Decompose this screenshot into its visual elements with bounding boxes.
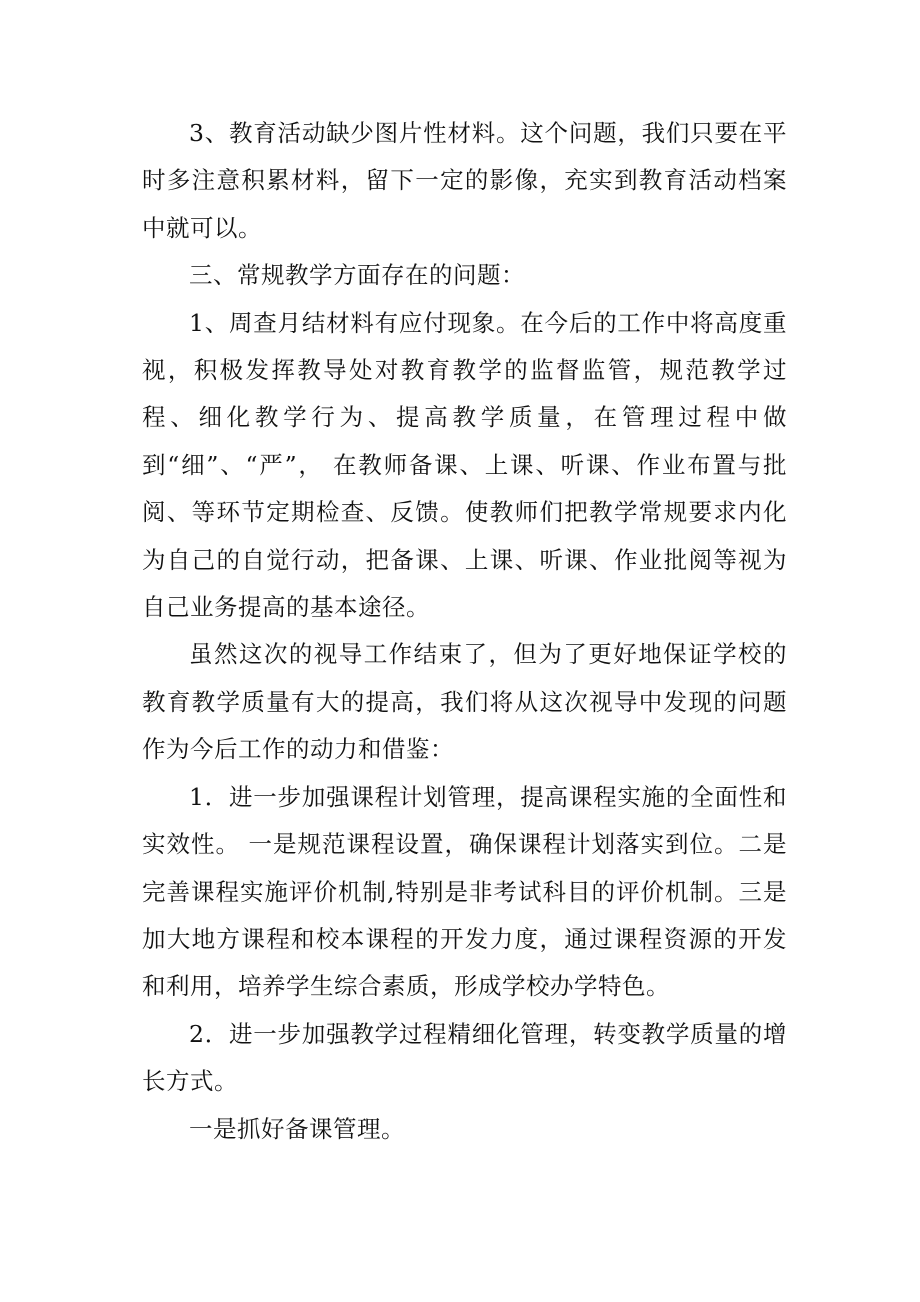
paragraph-inspection-summary: 虽然这次的视导工作结束了，但为了更好地保证学校的教育教学质量有大的提高，我们将从这次视导中发现的问题作为今后工作的动力和借鉴：	[142, 640, 787, 764]
document-body	[142, 110, 787, 1153]
paragraph-teaching-process: 2．进一步加强教学过程精细化管理，转变教学质量的增长方式。	[142, 1019, 787, 1096]
paragraph-weekly-monthly-check: 1、周查月结材料有应付现象。在今后的工作中将高度重视，积极发挥教导处对教育教学的监督监管，规范教学过程、细化教学行为、提高教学质量，在管理过程中做到“细”、“严”， 在教师备课、上课、听课、作业布置与批阅、等环节定期检查、反馈。使教师们把教学常规要求内化为自己的自觉行动，把备课、上课、听课、作业批阅等视为自己业务提高的基本途径。	[142, 308, 787, 622]
paragraph-lesson-preparation: 一是抓好备课管理。	[189, 1114, 405, 1143]
paragraph-activity-materials: 3、教育活动缺少图片性材料。这个问题，我们只要在平时多注意积累材料，留下一定的影像，充实到教育活动档案中就可以。	[142, 119, 787, 242]
section-heading-routine-teaching: 三、常规教学方面存在的问题：	[189, 261, 525, 290]
paragraph-curriculum-management: 1．进一步加强课程计划管理，提高课程实施的全面性和实效性。 一是规范课程设置，确保课程计划落实到位。二是完善课程实施评价机制,特别是非考试科目的评价机制。三是加大地方课程和校本课程的开发力度，通过课程资源的开发和利用，培养学生综合素质，形成学校办学特色。	[142, 782, 787, 1001]
